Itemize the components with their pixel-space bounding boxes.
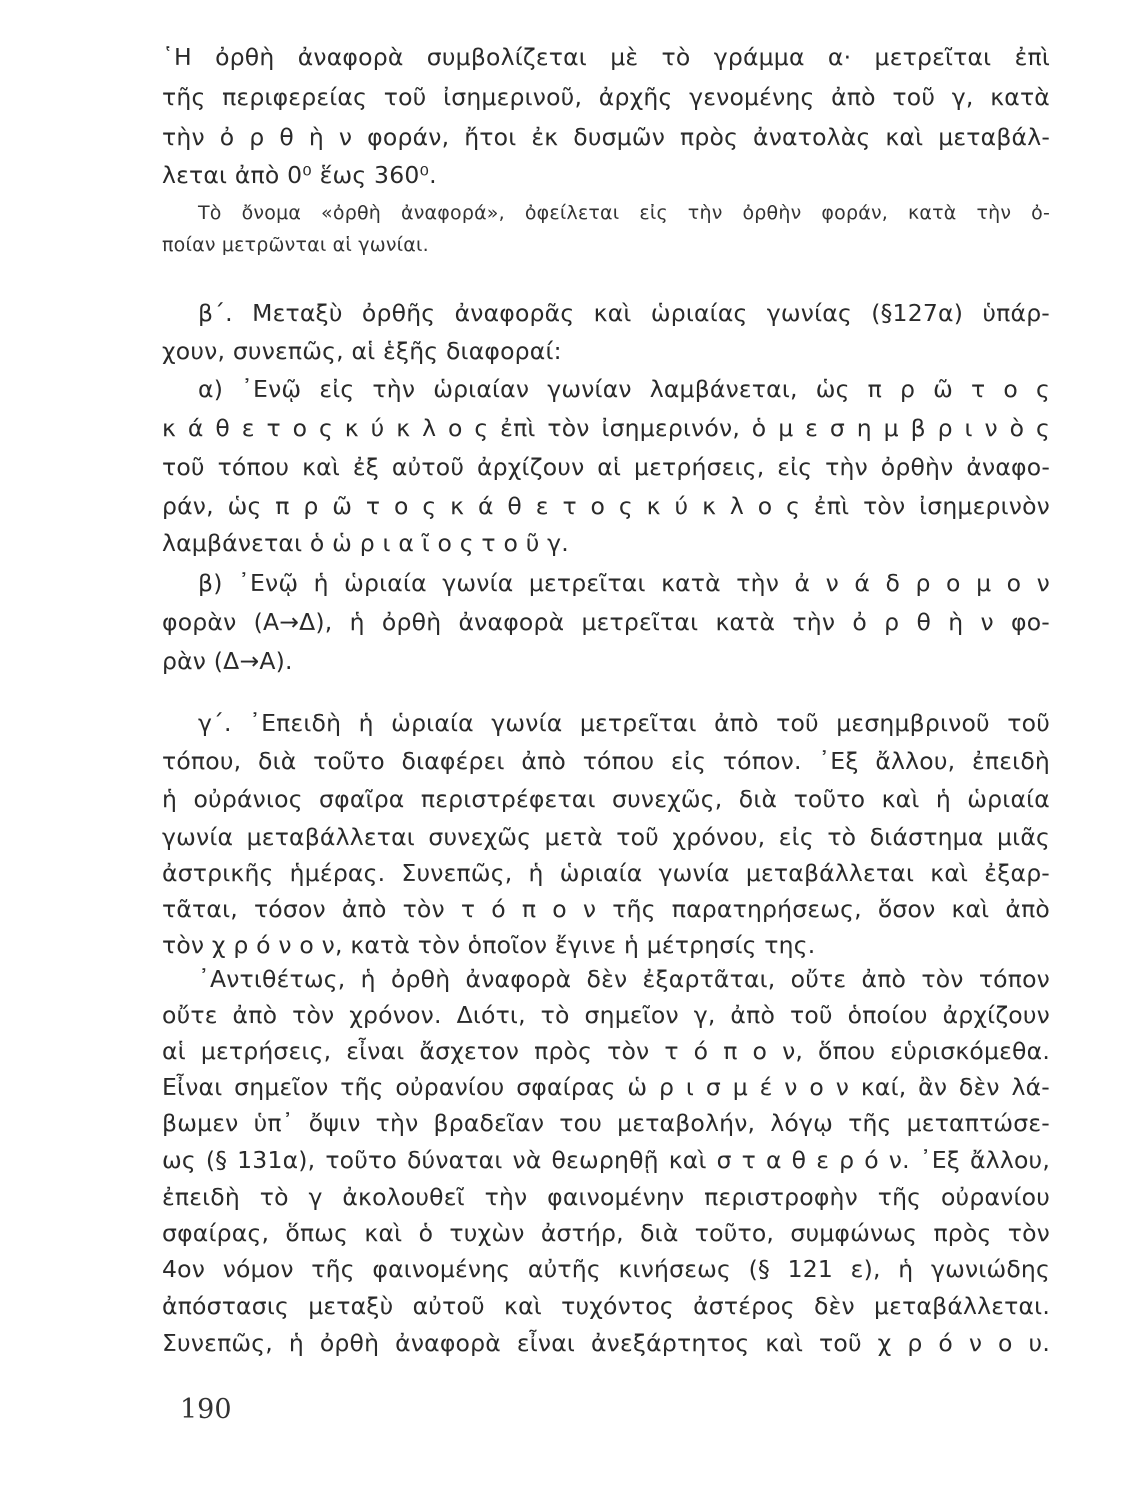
text-line: τοῦ τόπου καὶ ἐξ αὐτοῦ ἀρχίζουν αἱ μετρήσεις, εἰς τὴν ὀρθὴν ἀναφο- xyxy=(162,453,1050,481)
text-line: τῆς περιφερείας τοῦ ἰσημερινοῦ, ἀρχῆς γενομένης ἀπὸ τοῦ γ, κατὰ xyxy=(162,83,1050,111)
text-line: οὔτε ἀπὸ τὸν χρόνον. Διότι, τὸ σημεῖον γ, ἀπὸ τοῦ ὁποίου ἀρχίζουν xyxy=(162,1001,1050,1029)
text-line: γωνία μεταβάλλεται συνεχῶς μετὰ τοῦ χρόνου, εἰς τὸ διάστημα μιᾶς xyxy=(162,823,1050,851)
text-line: Εἶναι σημεῖον τῆς οὐρανίου σφαίρας ὡ ρ ι σ μ έ ν ο ν καί, ἂν δὲν λά- xyxy=(162,1073,1050,1101)
note-line: ποίαν μετρῶνται αἱ γωνίαι. xyxy=(162,234,429,256)
text-line: τὸν χ ρ ό ν ο ν, κατὰ τὸν ὁποῖον ἔγινε ἡ μέτρησίς της. xyxy=(162,931,816,959)
text-line: χουν, συνεπῶς, αἱ ἑξῆς διαφοραί: xyxy=(162,337,562,365)
note-line: Τὸ ὄνομα «ὀρθὴ ἀναφορά», ὀφείλεται εἰς τὴν ὀρθὴν φοράν, κατὰ τὴν ὀ- xyxy=(198,202,1050,224)
text-line: ως (§ 131α), τοῦτο δύναται νὰ θεωρηθῇ καὶ σ τ α θ ε ρ ό ν. ᾿Εξ ἄλλου, xyxy=(162,1146,1050,1174)
text-line: ἀπόστασις μεταξὺ αὐτοῦ καὶ τυχόντος ἀστέρος δὲν μεταβάλλεται. xyxy=(162,1292,1050,1320)
text-line: κ ά θ ε τ ο ς κ ύ κ λ ο ς ἐπὶ τὸν ἰσημερινόν, ὁ μ ε σ η μ β ρ ι ν ὸ ς xyxy=(162,414,1050,442)
text-line: Συνεπῶς, ἡ ὀρθὴ ἀναφορὰ εἶναι ἀνεξάρτητος καὶ τοῦ χ ρ ό ν ο υ. xyxy=(162,1329,1050,1357)
text-line: β΄. Μεταξὺ ὀρθῆς ἀναφορᾶς καὶ ὡριαίας γωνίας (§127α) ὑπάρ- xyxy=(198,299,1050,327)
text-line: ἀστρικῆς ἡμέρας. Συνεπῶς, ἡ ὡριαία γωνία μεταβάλλεται καὶ ἐξαρ- xyxy=(162,859,1050,887)
text-line: ἡ οὐράνιος σφαῖρα περιστρέφεται συνεχῶς, διὰ τοῦτο καὶ ἡ ὡριαία xyxy=(162,785,1050,813)
text-line: ᾿Αντιθέτως, ἡ ὀρθὴ ἀναφορὰ δὲν ἐξαρτᾶται, οὔτε ἀπὸ τὸν τόπον xyxy=(198,965,1050,993)
text-line: τᾶται, τόσον ἀπὸ τὸν τ ό π ο ν τῆς παρατηρήσεως, ὅσον καὶ ἀπὸ xyxy=(162,895,1050,923)
text-line: ρὰν (Δ→Α). xyxy=(162,647,293,675)
text-line: ἐπειδὴ τὸ γ ἀκολουθεῖ τὴν φαινομένην περιστροφὴν τῆς οὐρανίου xyxy=(162,1183,1050,1211)
text-line: βωμεν ὑπ᾿ ὄψιν τὴν βραδεῖαν του μεταβολήν, λόγῳ τῆς μεταπτώσε- xyxy=(162,1109,1050,1137)
page-number: 190 xyxy=(180,1394,232,1425)
text-line: σφαίρας, ὅπως καὶ ὁ τυχὼν ἀστήρ, διὰ τοῦτο, συμφώνως πρὸς τὸν xyxy=(162,1219,1050,1247)
text-line: τὴν ὀ ρ θ ὴ ν φοράν, ἤτοι ἐκ δυσμῶν πρὸς ἀνατολὰς καὶ μεταβάλ- xyxy=(162,123,1050,151)
text-line: φορὰν (Α→Δ), ἡ ὀρθὴ ἀναφορὰ μετρεῖται κατὰ τὴν ὀ ρ θ ὴ ν φο- xyxy=(162,608,1050,636)
text-line: 4ον νόμον τῆς φαινομένης αὐτῆς κινήσεως (§ 121 ε), ἡ γωνιώδης xyxy=(162,1255,1050,1283)
text-line: ῾Η ὀρθὴ ἀναφορὰ συμβολίζεται μὲ τὸ γράμμα α· μετρεῖται ἐπὶ xyxy=(162,43,1050,71)
text-line: λεται ἀπὸ 0⁰ ἕως 360⁰. xyxy=(162,161,437,189)
text-line: γ΄. ᾿Επειδὴ ἡ ὡριαία γωνία μετρεῖται ἀπὸ τοῦ μεσημβρινοῦ τοῦ xyxy=(198,709,1050,737)
text-line: β) ᾿Ενῷ ἡ ὡριαία γωνία μετρεῖται κατὰ τὴν ἀ ν ά δ ρ ο μ ο ν xyxy=(198,569,1050,597)
text-line: τόπου, διὰ τοῦτο διαφέρει ἀπὸ τόπου εἰς τόπον. ᾿Εξ ἄλλου, ἐπειδὴ xyxy=(162,747,1050,775)
text-line: α) ᾿Ενῷ εἰς τὴν ὡριαίαν γωνίαν λαμβάνεται, ὡς π ρ ῶ τ ο ς xyxy=(198,375,1050,403)
text-line: λαμβάνεται ὁ ὡ ρ ι α ῖ ο ς τ ο ῦ γ. xyxy=(162,529,569,557)
text-line: αἱ μετρήσεις, εἶναι ἄσχετον πρὸς τὸν τ ό π ο ν, ὅπου εὑρισκόμεθα. xyxy=(162,1037,1050,1065)
text-line: ράν, ὡς π ρ ῶ τ ο ς κ ά θ ε τ ο ς κ ύ κ λ ο ς ἐπὶ τὸν ἰσημερινὸν xyxy=(162,492,1050,520)
